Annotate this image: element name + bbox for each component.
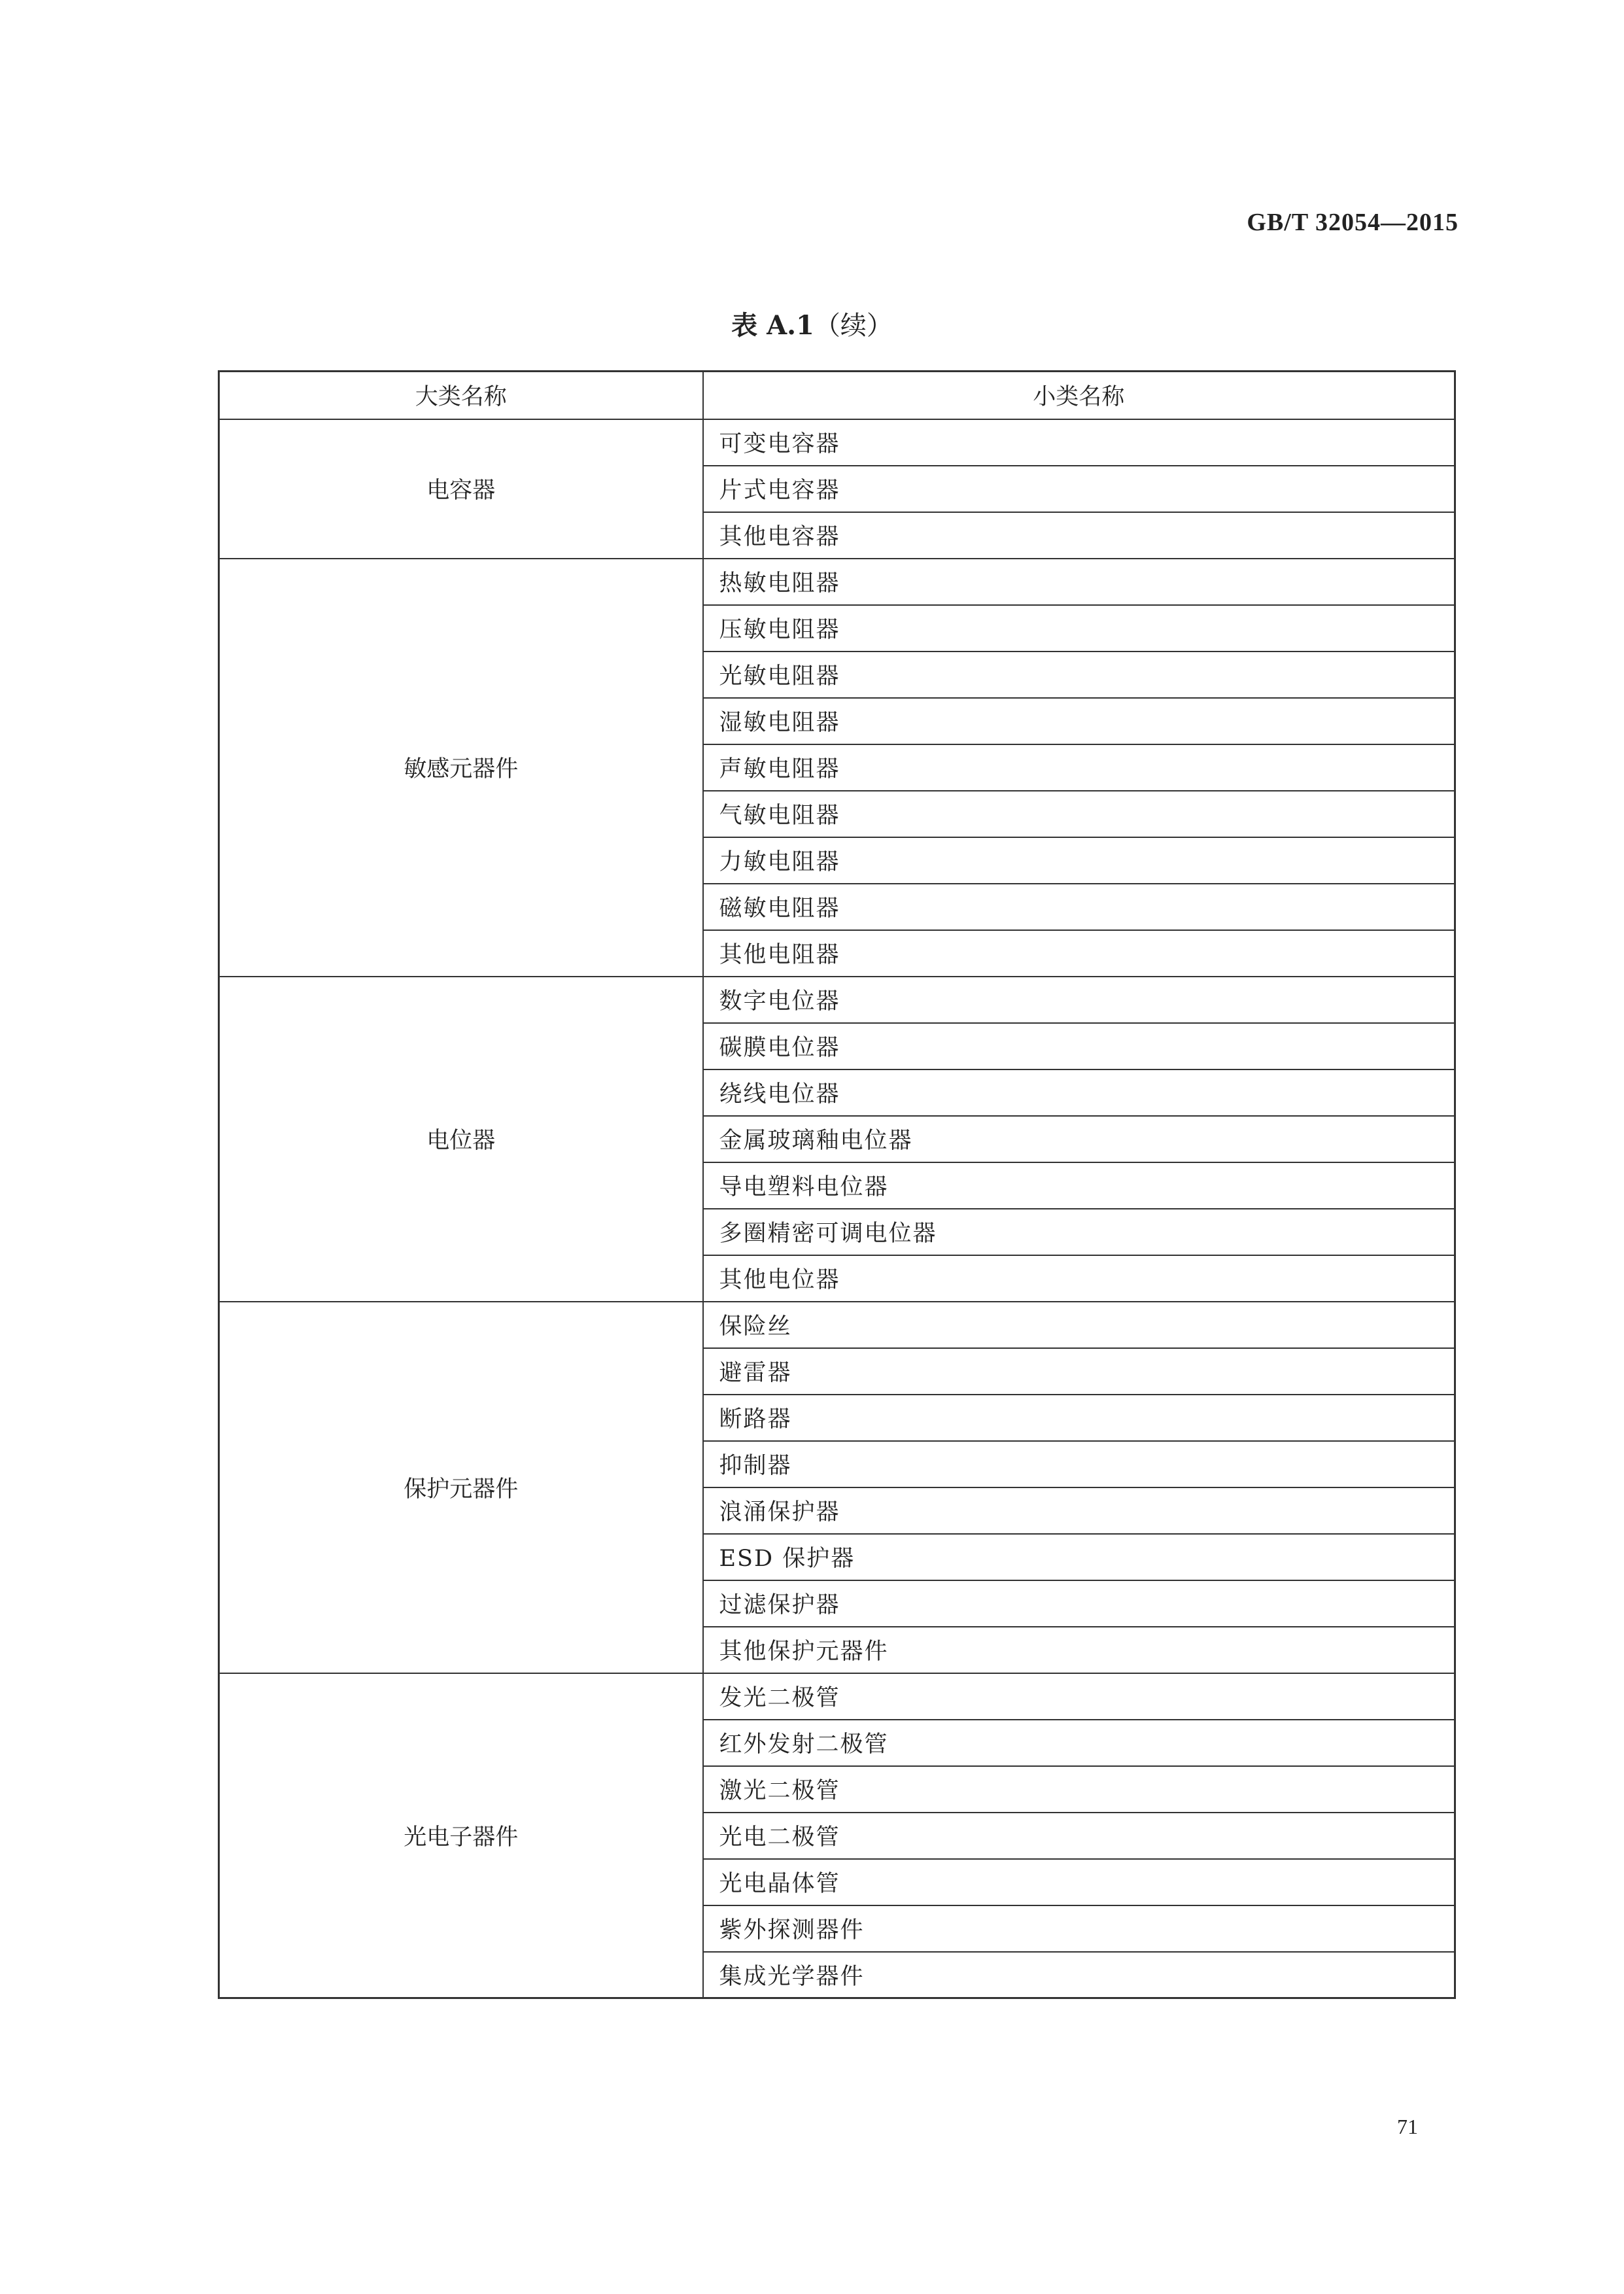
- minor-category-cell: 绕线电位器: [703, 1069, 1455, 1116]
- minor-category-cell: 其他电位器: [703, 1255, 1455, 1302]
- minor-category-cell: 热敏电阻器: [703, 559, 1455, 605]
- minor-category-cell: 可变电容器: [703, 419, 1455, 466]
- minor-category-cell: 光电二极管: [703, 1813, 1455, 1859]
- minor-category-cell: 数字电位器: [703, 977, 1455, 1023]
- minor-category-cell: 压敏电阻器: [703, 605, 1455, 652]
- major-category-cell: 保护元器件: [219, 1302, 703, 1673]
- minor-category-cell: 导电塑料电位器: [703, 1162, 1455, 1209]
- minor-category-cell: 其他电容器: [703, 512, 1455, 559]
- minor-category-cell: 力敏电阻器: [703, 837, 1455, 884]
- table-row: [219, 1302, 1455, 1348]
- minor-category-cell: 断路器: [703, 1395, 1455, 1441]
- minor-category-cell: 保险丝: [703, 1302, 1455, 1348]
- table-row: [219, 419, 1455, 466]
- table-title-label: 表 A.1: [731, 310, 814, 341]
- column-header-minor: 小类名称: [703, 372, 1455, 419]
- minor-category-cell: 集成光学器件: [703, 1952, 1455, 1998]
- major-category-cell: 光电子器件: [219, 1673, 703, 1998]
- minor-category-cell: 过滤保护器: [703, 1580, 1455, 1627]
- category-table-body: [219, 372, 1455, 1998]
- minor-category-cell: 其他电阻器: [703, 930, 1455, 977]
- minor-category-cell: 浪涌保护器: [703, 1487, 1455, 1534]
- minor-category-cell: 碳膜电位器: [703, 1023, 1455, 1069]
- column-header-major: 大类名称: [219, 372, 703, 419]
- page-number: 71: [1397, 2115, 1418, 2138]
- table-title-continued: （续）: [814, 311, 893, 341]
- standard-code: GB/T 32054—2015: [1247, 209, 1459, 236]
- minor-category-cell: 激光二极管: [703, 1766, 1455, 1813]
- major-category-cell: 电容器: [219, 419, 703, 559]
- minor-category-cell: 发光二极管: [703, 1673, 1455, 1720]
- minor-category-cell: 光电晶体管: [703, 1859, 1455, 1905]
- major-category-cell: 敏感元器件: [219, 559, 703, 977]
- minor-category-cell: 避雷器: [703, 1348, 1455, 1395]
- table-row: [219, 1673, 1455, 1720]
- minor-category-cell: 红外发射二极管: [703, 1720, 1455, 1766]
- minor-category-cell: 其他保护元器件: [703, 1627, 1455, 1673]
- minor-category-cell: ESD 保护器: [703, 1534, 1455, 1580]
- category-table: [218, 370, 1456, 1999]
- minor-category-cell: 片式电容器: [703, 466, 1455, 512]
- table-header-row: [219, 372, 1455, 419]
- minor-category-cell: 声敏电阻器: [703, 744, 1455, 791]
- table-row: [219, 559, 1455, 605]
- minor-category-cell: 气敏电阻器: [703, 791, 1455, 837]
- minor-category-cell: 金属玻璃釉电位器: [703, 1116, 1455, 1162]
- minor-category-cell: 多圈精密可调电位器: [703, 1209, 1455, 1255]
- table-title: [0, 305, 1624, 342]
- minor-category-cell: 紫外探测器件: [703, 1905, 1455, 1952]
- minor-category-cell: 湿敏电阻器: [703, 698, 1455, 744]
- minor-category-cell: 光敏电阻器: [703, 652, 1455, 698]
- minor-category-cell: 抑制器: [703, 1441, 1455, 1487]
- major-category-cell: 电位器: [219, 977, 703, 1302]
- table-row: [219, 977, 1455, 1023]
- minor-category-cell: 磁敏电阻器: [703, 884, 1455, 930]
